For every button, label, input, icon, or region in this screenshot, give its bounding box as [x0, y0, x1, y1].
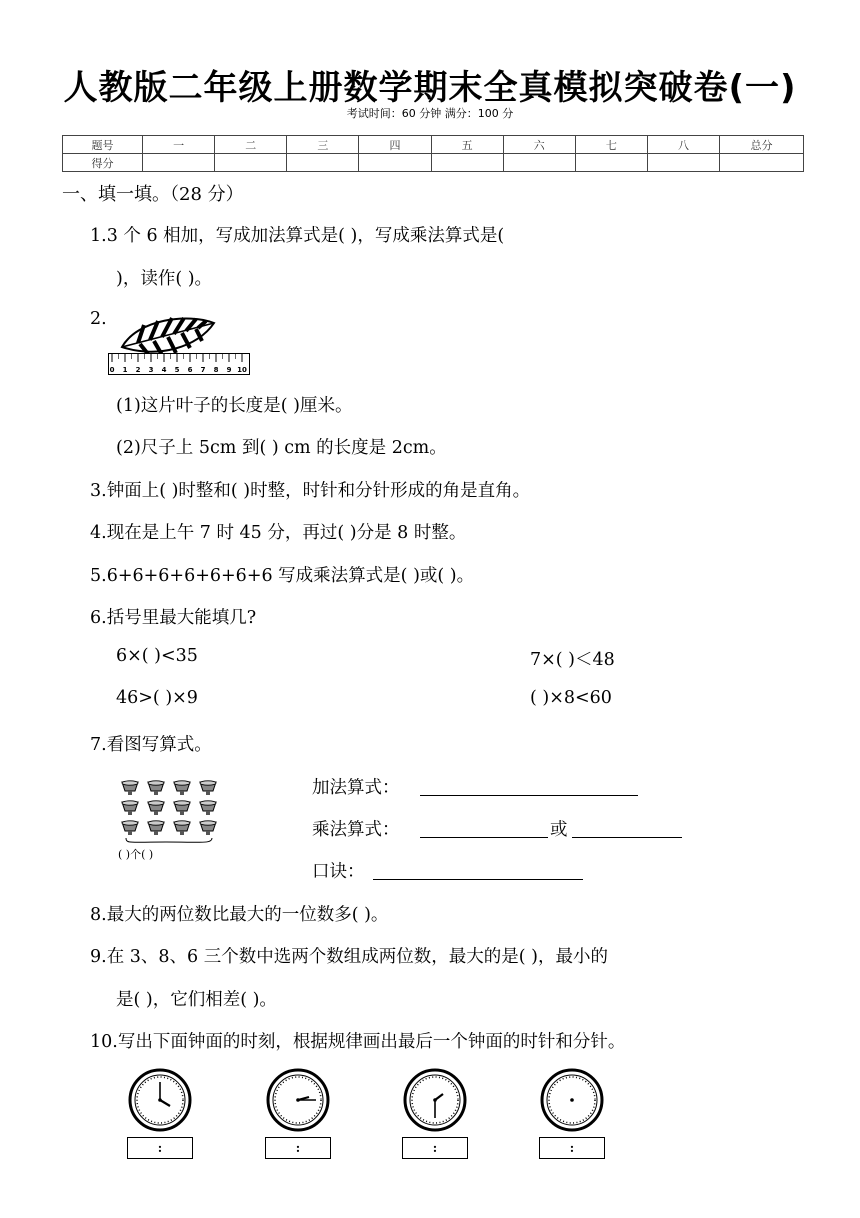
table-header-cell: 题号	[63, 136, 143, 154]
ruler-label: 0	[109, 366, 115, 374]
clock-time-box-1[interactable]: :	[127, 1137, 193, 1159]
question-6: 6.括号里最大能填几?	[90, 608, 257, 628]
table-header-cell: 三	[287, 136, 359, 154]
question-5: 5.6+6+6+6+6+6+6 写成乘法算式是( )或( )。	[90, 566, 475, 586]
question-2-part-1: (1)这片叶子的长度是( )厘米。	[116, 396, 353, 416]
question-6-item-4: ( )×8<60	[530, 688, 612, 708]
ruler-label: 9	[226, 366, 232, 374]
score-cell[interactable]	[287, 154, 359, 172]
score-cell[interactable]	[359, 154, 431, 172]
question-9-line-2: 是( )，它们相差( )。	[116, 990, 277, 1010]
ruler-label: 7	[200, 366, 206, 374]
ruler-label: 10	[237, 366, 247, 374]
question-2-number: 2.	[90, 309, 107, 329]
score-table-score-row	[63, 154, 804, 172]
clock-time-box-2[interactable]: :	[265, 1137, 331, 1159]
score-cell[interactable]	[575, 154, 647, 172]
clock-time-box-4[interactable]: :	[539, 1137, 605, 1159]
question-10: 10.写出下面钟面的时刻，根据规律画出最后一个钟面的时针和分针。	[90, 1032, 626, 1052]
question-1-line-2: )，读作( )。	[116, 269, 213, 289]
exam-info: 考试时间：60 分钟 满分：100 分	[346, 107, 514, 120]
ruler-label: 2	[135, 366, 141, 374]
score-cell[interactable]	[720, 154, 804, 172]
ruler-label: 6	[187, 366, 193, 374]
clock-face-1	[128, 1068, 192, 1132]
table-header-cell: 一	[143, 136, 215, 154]
question-6-item-1: 6×( )<35	[116, 646, 198, 666]
question-8: 8.最大的两位数比最大的一位数多( )。	[90, 905, 389, 925]
addition-answer-line[interactable]	[420, 777, 638, 796]
multiplication-label: 乘法算式：	[312, 820, 400, 840]
ruler-image	[108, 353, 250, 375]
cups-caption: ( )个( )	[118, 848, 154, 861]
section-title: 一、填一填。（28 分）	[62, 184, 244, 205]
rhyme-label: 口诀：	[312, 862, 365, 882]
question-6-item-3: 46>( )×9	[116, 688, 198, 708]
page-title: 人教版二年级上册数学期末全真模拟突破卷(一)	[63, 68, 797, 108]
multiplication-answer-line-2[interactable]	[572, 819, 682, 838]
table-header-cell: 七	[575, 136, 647, 154]
score-cell[interactable]	[503, 154, 575, 172]
question-9-line-1: 9.在 3、8、6 三个数中选两个数组成两位数，最大的是( )，最小的	[90, 947, 608, 967]
ruler-label: 3	[148, 366, 154, 374]
score-cell[interactable]	[215, 154, 287, 172]
table-row-label: 得分	[63, 154, 143, 172]
score-cell[interactable]	[431, 154, 503, 172]
question-2-part-2: (2)尺子上 5cm 到( ) cm 的长度是 2cm。	[116, 438, 447, 458]
or-label: 或	[550, 820, 568, 840]
multiplication-answer-line-1[interactable]	[420, 819, 548, 838]
question-4: 4.现在是上午 7 时 45 分，再过( )分是 8 时整。	[90, 523, 467, 543]
table-header-cell: 四	[359, 136, 431, 154]
clock-face-2	[266, 1068, 330, 1132]
ruler-label: 4	[161, 366, 167, 374]
ruler-label: 8	[213, 366, 219, 374]
table-header-cell: 八	[647, 136, 719, 154]
addition-label: 加法算式：	[312, 778, 400, 798]
clock-time-box-3[interactable]: :	[402, 1137, 468, 1159]
score-cell[interactable]	[143, 154, 215, 172]
table-header-cell: 二	[215, 136, 287, 154]
table-header-cell: 六	[503, 136, 575, 154]
score-cell[interactable]	[647, 154, 719, 172]
score-table	[62, 135, 804, 172]
ruler-label: 1	[122, 366, 128, 374]
clock-face-3	[403, 1068, 467, 1132]
cups-image	[116, 780, 226, 846]
question-6-item-2: 7×( )＜48	[530, 650, 615, 670]
ruler-label: 5	[174, 366, 180, 374]
table-header-cell: 五	[431, 136, 503, 154]
question-7: 7.看图写算式。	[90, 735, 212, 755]
leaf-image	[118, 313, 218, 357]
clock-face-4[interactable]	[540, 1068, 604, 1132]
question-3: 3.钟面上( )时整和( )时整，时针和分针形成的角是直角。	[90, 481, 531, 501]
table-header-cell: 总分	[720, 136, 804, 154]
question-1-line-1: 1.3 个 6 相加，写成加法算式是( )，写成乘法算式是(	[90, 226, 505, 246]
score-table-header-row	[63, 136, 804, 154]
rhyme-answer-line[interactable]	[373, 861, 583, 880]
